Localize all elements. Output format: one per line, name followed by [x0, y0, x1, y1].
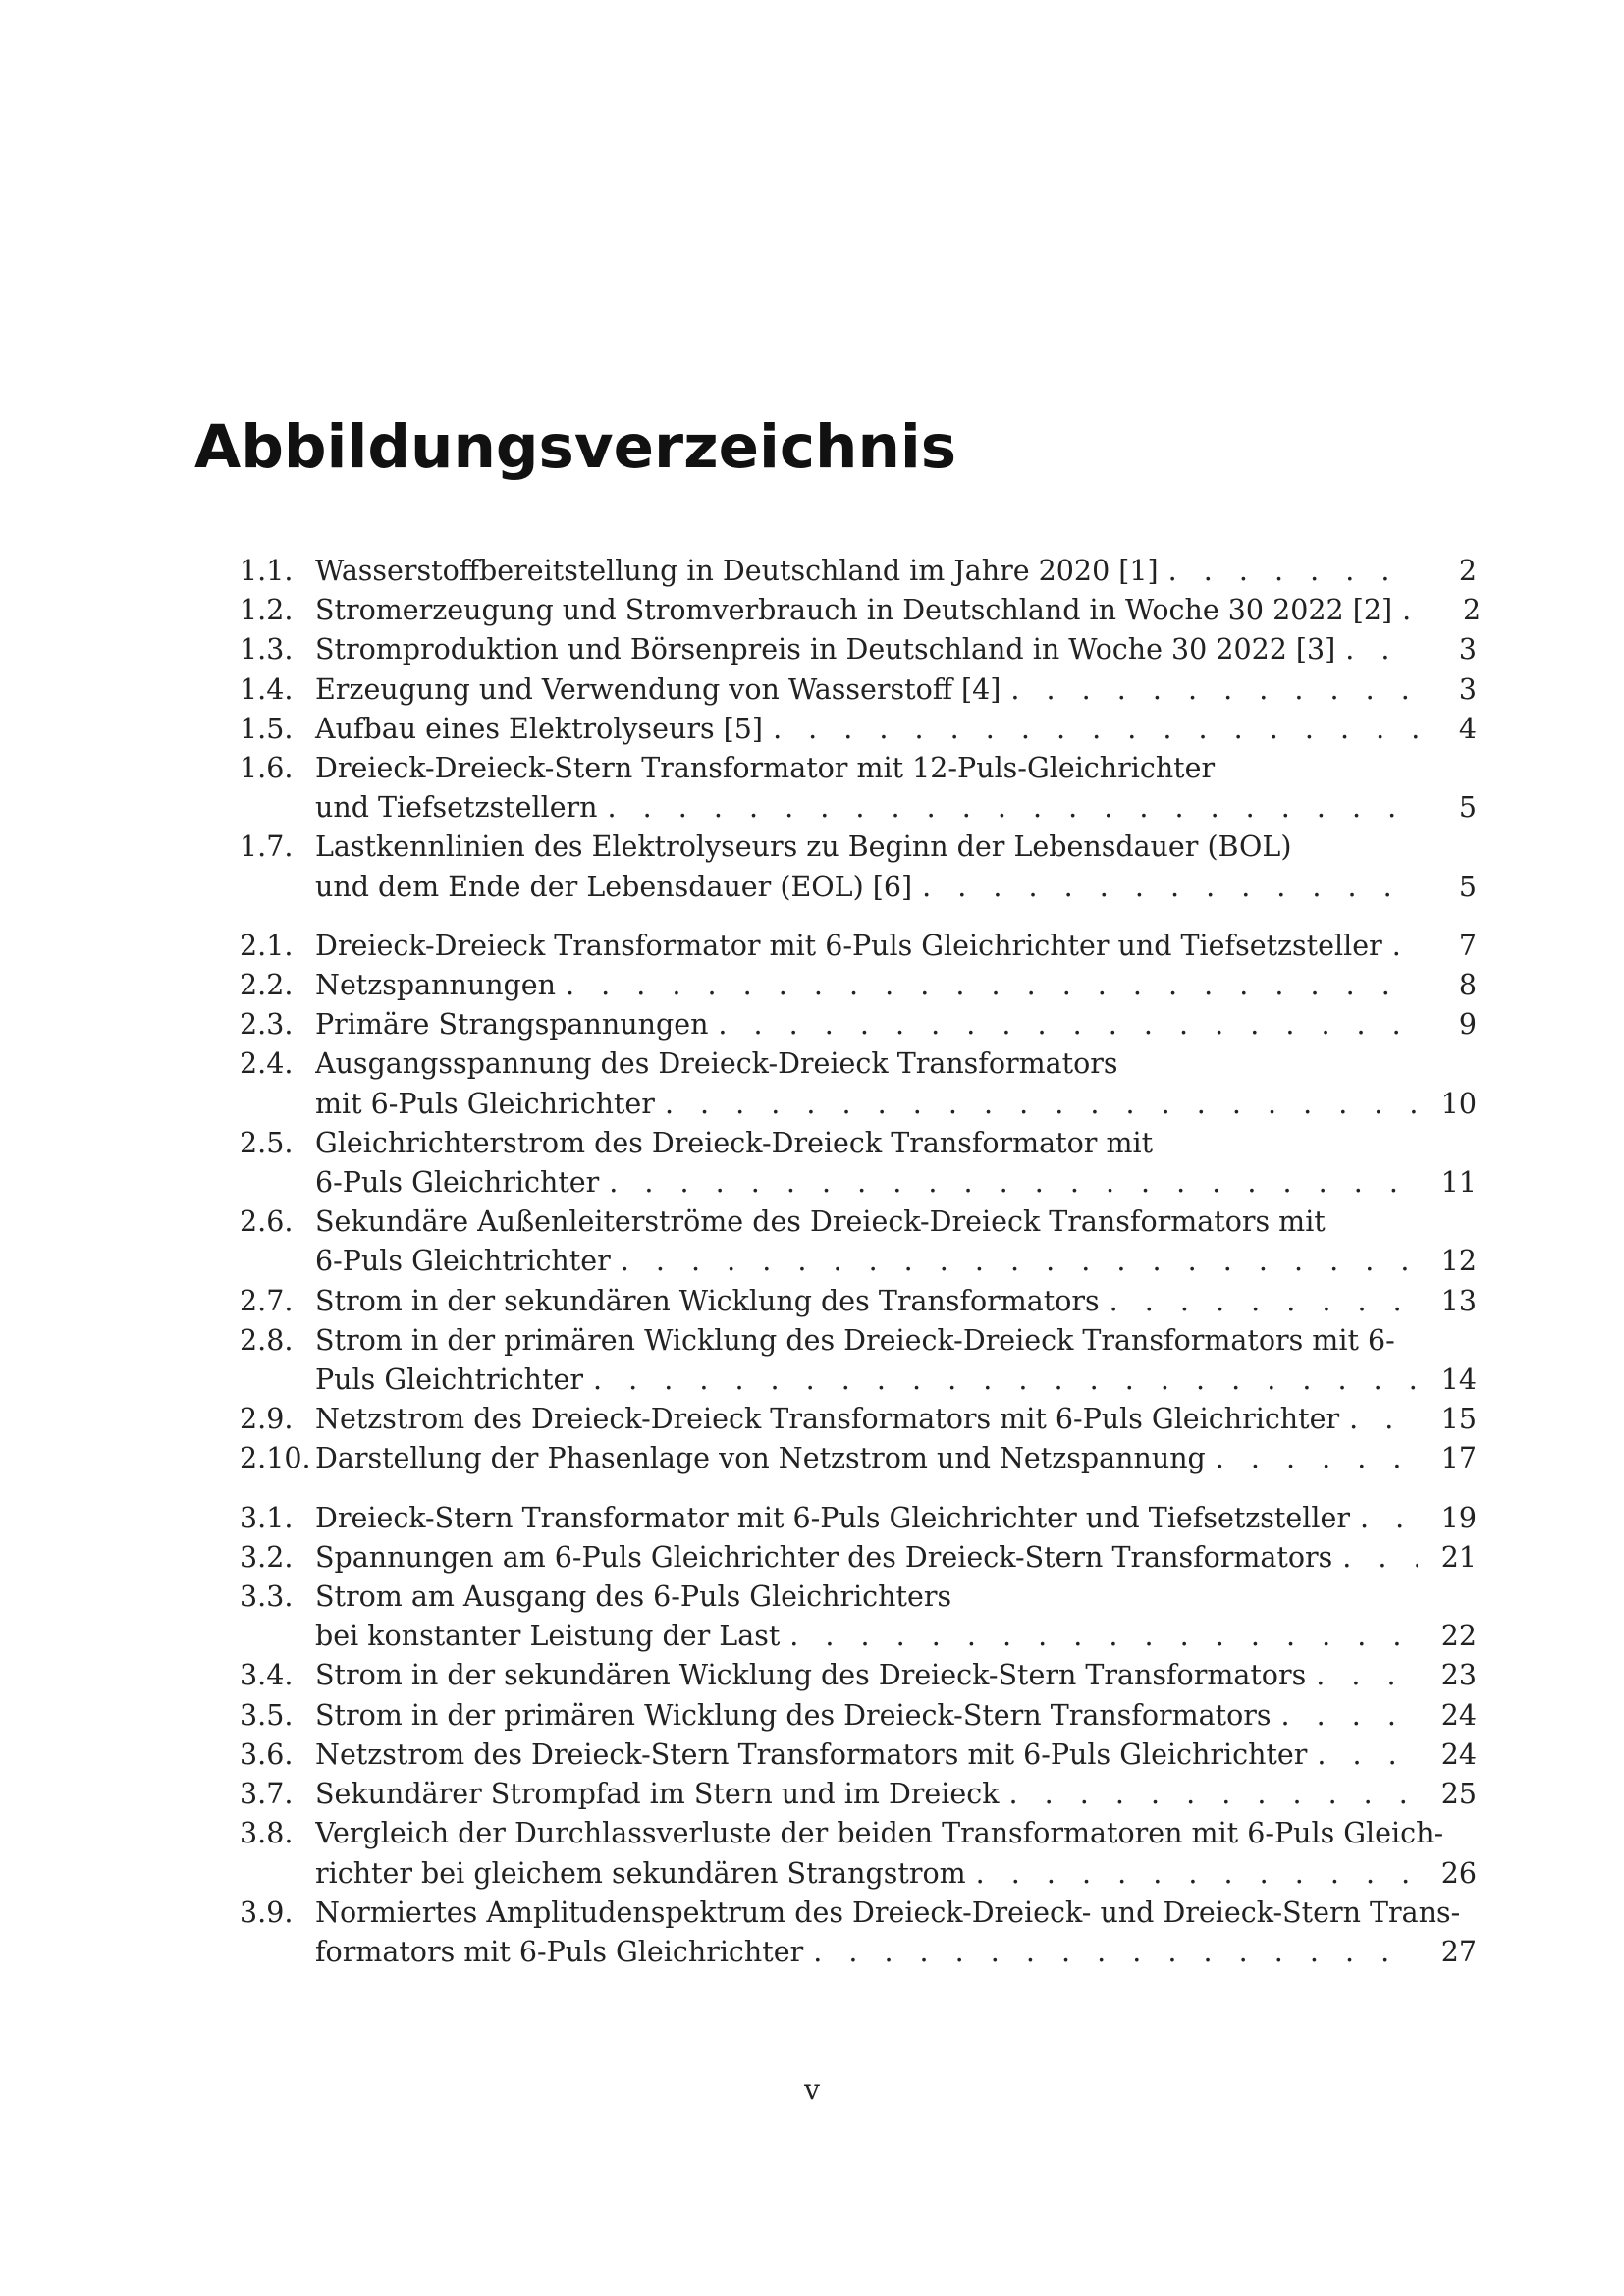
figure-title: Puls Gleichtrichter	[315, 1363, 583, 1397]
figure-page-number: 23	[1440, 1659, 1477, 1692]
toc-entry[interactable]	[240, 1696, 1477, 1735]
figure-title-last-line	[315, 670, 1477, 710]
dot-leader	[611, 1242, 1418, 1281]
figure-title: Netzstrom des Dreieck-Stern Transformators mit 6-Puls Gleichrichter	[315, 1737, 1308, 1771]
figure-number: 3.6.	[240, 1737, 294, 1771]
figure-title-line: Lastkennlinien des Elektrolyseurs zu Beginn der Lebensdauer (BOL)	[315, 830, 1292, 864]
figure-number: 3.1.	[240, 1501, 294, 1534]
figure-title-last-line	[315, 1538, 1477, 1577]
figure-page-number: 5	[1458, 791, 1477, 825]
toc-entry[interactable]	[240, 1439, 1477, 1478]
figure-title-last-line	[315, 1775, 1477, 1814]
toc-group	[240, 927, 1477, 1479]
dot-leader	[966, 1854, 1418, 1894]
figure-title-last-line	[315, 630, 1477, 669]
figure-title-last-line	[315, 1499, 1477, 1538]
figure-title-last-line	[315, 1439, 1477, 1478]
figure-page-number: 11	[1440, 1166, 1477, 1200]
figure-title-line: Vergleich der Durchlassverluste der beiden Transformatoren mit 6-Puls Gleich-	[315, 1817, 1444, 1850]
toc-entry[interactable]	[240, 1202, 1477, 1281]
figure-title: Strom in der sekundären Wicklung des Dreieck-Stern Transformators	[315, 1659, 1307, 1692]
dot-leader	[763, 710, 1418, 749]
dot-leader	[1272, 1696, 1418, 1735]
toc-entry[interactable]	[240, 1499, 1477, 1538]
dot-leader	[1159, 552, 1418, 591]
figure-title-line: Ausgangsspannung des Dreieck-Dreieck Transformators	[315, 1047, 1118, 1081]
toc-entry[interactable]	[240, 966, 1477, 1005]
figure-page-number: 12	[1440, 1245, 1477, 1278]
toc-group	[240, 1499, 1477, 1972]
dot-leader	[1206, 1439, 1418, 1478]
list-of-figures	[240, 552, 1482, 1992]
figure-title-last-line	[315, 788, 1477, 828]
figure-title: Darstellung der Phasenlage von Netzstrom und Netzspannung	[315, 1442, 1206, 1475]
dot-leader	[1100, 1282, 1418, 1321]
figure-number: 3.2.	[240, 1540, 294, 1574]
toc-entry[interactable]	[240, 1656, 1477, 1695]
dot-leader	[1000, 1775, 1419, 1814]
figure-title-last-line	[315, 1696, 1477, 1735]
figure-title-last-line	[315, 1005, 1477, 1044]
figure-title-line: Normiertes Amplitudenspektrum des Dreieck-Dreieck- und Dreieck-Stern Trans-	[315, 1896, 1461, 1929]
figure-title: Dreieck-Stern Transformator mit 6-Puls Gleichrichter und Tiefsetzsteller	[315, 1501, 1350, 1534]
figure-title: Stromproduktion und Börsenpreis in Deutschland in Woche 30 2022 [3]	[315, 633, 1336, 667]
toc-entry[interactable]	[240, 828, 1477, 906]
figure-page-number: 27	[1440, 1935, 1477, 1968]
toc-entry[interactable]	[240, 1005, 1477, 1044]
figure-number: 2.9.	[240, 1403, 294, 1436]
figure-page-number: 17	[1440, 1442, 1477, 1475]
figure-title: Wasserstoffbereitstellung in Deutschland im Jahre 2020 [1]	[315, 555, 1159, 587]
figure-page-number: 7	[1458, 929, 1477, 962]
toc-entry[interactable]	[240, 630, 1477, 669]
figure-page-number: 9	[1458, 1008, 1477, 1041]
figure-number: 3.3.	[240, 1580, 294, 1614]
figure-page-number: 22	[1440, 1620, 1477, 1653]
figure-number: 2.1.	[240, 929, 294, 962]
figure-title: 6-Puls Gleichrichter	[315, 1166, 600, 1200]
figure-title-line: Gleichrichterstrom des Dreieck-Dreieck Transformator mit	[315, 1126, 1154, 1159]
figure-title: Netzspannungen	[315, 969, 557, 1002]
figure-number: 3.4.	[240, 1659, 294, 1692]
figure-number: 1.2.	[240, 594, 294, 627]
figure-page-number: 13	[1440, 1284, 1477, 1317]
toc-entry[interactable]	[240, 552, 1477, 591]
figure-number: 2.2.	[240, 969, 294, 1002]
figure-title-last-line	[315, 1933, 1477, 1972]
figure-number: 2.10.	[240, 1442, 311, 1475]
figure-title-last-line	[315, 927, 1477, 966]
figure-title-last-line	[315, 1085, 1477, 1124]
figure-page-number: 5	[1458, 870, 1477, 903]
toc-entry[interactable]	[240, 710, 1477, 749]
dot-leader	[583, 1361, 1418, 1400]
figure-title-line: Strom am Ausgang des 6-Puls Gleichrichters	[315, 1580, 952, 1614]
dot-leader	[1335, 630, 1418, 669]
dot-leader	[1392, 591, 1422, 630]
figure-title-last-line	[315, 591, 1482, 630]
figure-title: bei konstanter Leistung der Last	[315, 1620, 781, 1653]
figure-title: formators mit 6-Puls Gleichrichter	[315, 1935, 804, 1968]
figure-title: Spannungen am 6-Puls Gleichrichter des Dreieck-Stern Transformators	[315, 1540, 1333, 1574]
dot-leader	[803, 1933, 1418, 1972]
figure-page-number: 4	[1458, 712, 1477, 745]
figure-title: Strom in der sekundären Wicklung des Transformators	[315, 1284, 1100, 1317]
dot-leader	[1307, 1735, 1418, 1775]
dot-leader	[1001, 670, 1418, 710]
figure-title-last-line	[315, 1617, 1477, 1656]
dot-leader	[708, 1005, 1418, 1044]
toc-entry[interactable]	[240, 1124, 1477, 1202]
figure-page-number: 3	[1458, 633, 1477, 667]
figure-title-last-line	[315, 966, 1477, 1005]
figure-title-line: Dreieck-Dreieck-Stern Transformator mit 12-Puls-Gleichrichter	[315, 752, 1216, 785]
figure-title: mit 6-Puls Gleichrichter	[315, 1087, 655, 1120]
figure-title: und Tiefsetzstellern	[315, 791, 598, 825]
toc-entry[interactable]	[240, 1321, 1477, 1400]
figure-number: 1.7.	[240, 830, 294, 864]
dot-leader	[912, 868, 1418, 907]
figure-title-last-line	[315, 868, 1477, 907]
dot-leader	[598, 788, 1418, 828]
toc-entry[interactable]	[240, 1775, 1477, 1814]
toc-entry[interactable]	[240, 1894, 1477, 1972]
figure-title-last-line	[315, 1242, 1477, 1281]
figure-title-last-line	[315, 710, 1477, 749]
figure-title-last-line	[315, 1163, 1477, 1202]
figure-title: Netzstrom des Dreieck-Dreieck Transformators mit 6-Puls Gleichrichter	[315, 1403, 1340, 1436]
figure-number: 2.6.	[240, 1205, 294, 1239]
figure-number: 1.4.	[240, 672, 294, 706]
figure-page-number: 3	[1458, 672, 1477, 706]
figure-page-number: 14	[1440, 1363, 1477, 1397]
toc-entry[interactable]	[240, 1538, 1477, 1577]
figure-title-last-line	[315, 1400, 1477, 1439]
figure-number: 2.3.	[240, 1008, 294, 1041]
dot-leader	[556, 966, 1418, 1005]
figure-page-number: 26	[1440, 1856, 1477, 1890]
toc-entry[interactable]	[240, 670, 1477, 710]
figure-page-number: 21	[1440, 1540, 1477, 1574]
figure-page-number: 10	[1440, 1087, 1477, 1120]
figure-number: 2.7.	[240, 1284, 294, 1317]
figure-number: 3.8.	[240, 1817, 294, 1850]
toc-group	[240, 552, 1482, 907]
figure-page-number: 2	[1458, 555, 1477, 587]
dot-leader	[599, 1163, 1418, 1202]
figure-page-number: 8	[1458, 969, 1477, 1002]
figure-number: 2.4.	[240, 1047, 294, 1081]
dot-leader	[780, 1617, 1418, 1656]
figure-page-number: 24	[1440, 1737, 1477, 1771]
dot-leader	[1350, 1499, 1418, 1538]
dot-leader	[1339, 1400, 1418, 1439]
figure-number: 3.5.	[240, 1698, 294, 1732]
page-number: v	[804, 2073, 820, 2106]
dot-leader	[1382, 927, 1418, 966]
figure-title: Dreieck-Dreieck Transformator mit 6-Puls Gleichrichter und Tiefsetzsteller	[315, 929, 1382, 962]
figure-title-last-line	[315, 1282, 1477, 1321]
figure-title-last-line	[315, 1854, 1477, 1894]
figure-title: Strom in der primären Wicklung des Dreieck-Stern Transformators	[315, 1698, 1272, 1732]
toc-entry[interactable]	[240, 1735, 1477, 1775]
page-title: Abbildungsverzeichnis	[194, 412, 957, 482]
figure-title-line: Strom in der primären Wicklung des Dreieck-Dreieck Transformators mit 6-	[315, 1323, 1395, 1357]
toc-entry[interactable]	[240, 1282, 1477, 1321]
toc-entry[interactable]	[240, 1400, 1477, 1439]
figure-title-last-line	[315, 1361, 1477, 1400]
figure-title: Primäre Strangspannungen	[315, 1008, 709, 1041]
figure-number: 1.5.	[240, 712, 294, 745]
figure-page-number: 25	[1440, 1778, 1477, 1811]
toc-entry[interactable]	[240, 1814, 1477, 1893]
toc-entry[interactable]	[240, 591, 1482, 630]
figure-page-number: 19	[1440, 1501, 1477, 1534]
figure-number: 3.9.	[240, 1896, 294, 1929]
toc-entry[interactable]	[240, 1044, 1477, 1123]
figure-title: 6-Puls Gleichtrichter	[315, 1245, 611, 1278]
figure-title-last-line	[315, 1656, 1477, 1695]
toc-entry[interactable]	[240, 1577, 1477, 1656]
toc-entry[interactable]	[240, 749, 1477, 828]
figure-title-last-line	[315, 552, 1477, 591]
figure-title: Aufbau eines Elektrolyseurs [5]	[315, 712, 764, 745]
figure-title-last-line	[315, 1735, 1477, 1775]
figure-number: 1.6.	[240, 752, 294, 785]
figure-number: 2.8.	[240, 1323, 294, 1357]
figure-title: Erzeugung und Verwendung von Wasserstoff [4]	[315, 672, 1001, 706]
figure-number: 1.1.	[240, 555, 294, 587]
figure-title: Sekundärer Strompfad im Stern und im Dreieck	[315, 1778, 1000, 1811]
figure-number: 2.5.	[240, 1126, 294, 1159]
dot-leader	[1306, 1656, 1418, 1695]
dot-leader	[655, 1085, 1418, 1124]
figure-title: und dem Ende der Lebensdauer (EOL) [6]	[315, 870, 913, 903]
figure-page-number: 24	[1440, 1698, 1477, 1732]
figure-title: Stromerzeugung und Stromverbrauch in Deutschland in Woche 30 2022 [2]	[315, 594, 1393, 627]
dot-leader	[1332, 1538, 1418, 1577]
toc-entry[interactable]	[240, 927, 1477, 966]
figure-page-number: 2	[1462, 594, 1482, 627]
figure-title: richter bei gleichem sekundären Strangstrom	[315, 1856, 966, 1890]
figure-number: 3.7.	[240, 1778, 294, 1811]
figure-title-line: Sekundäre Außenleiterströme des Dreieck-Dreieck Transformators mit	[315, 1205, 1326, 1239]
figure-page-number: 15	[1440, 1403, 1477, 1436]
figure-number: 1.3.	[240, 633, 294, 667]
